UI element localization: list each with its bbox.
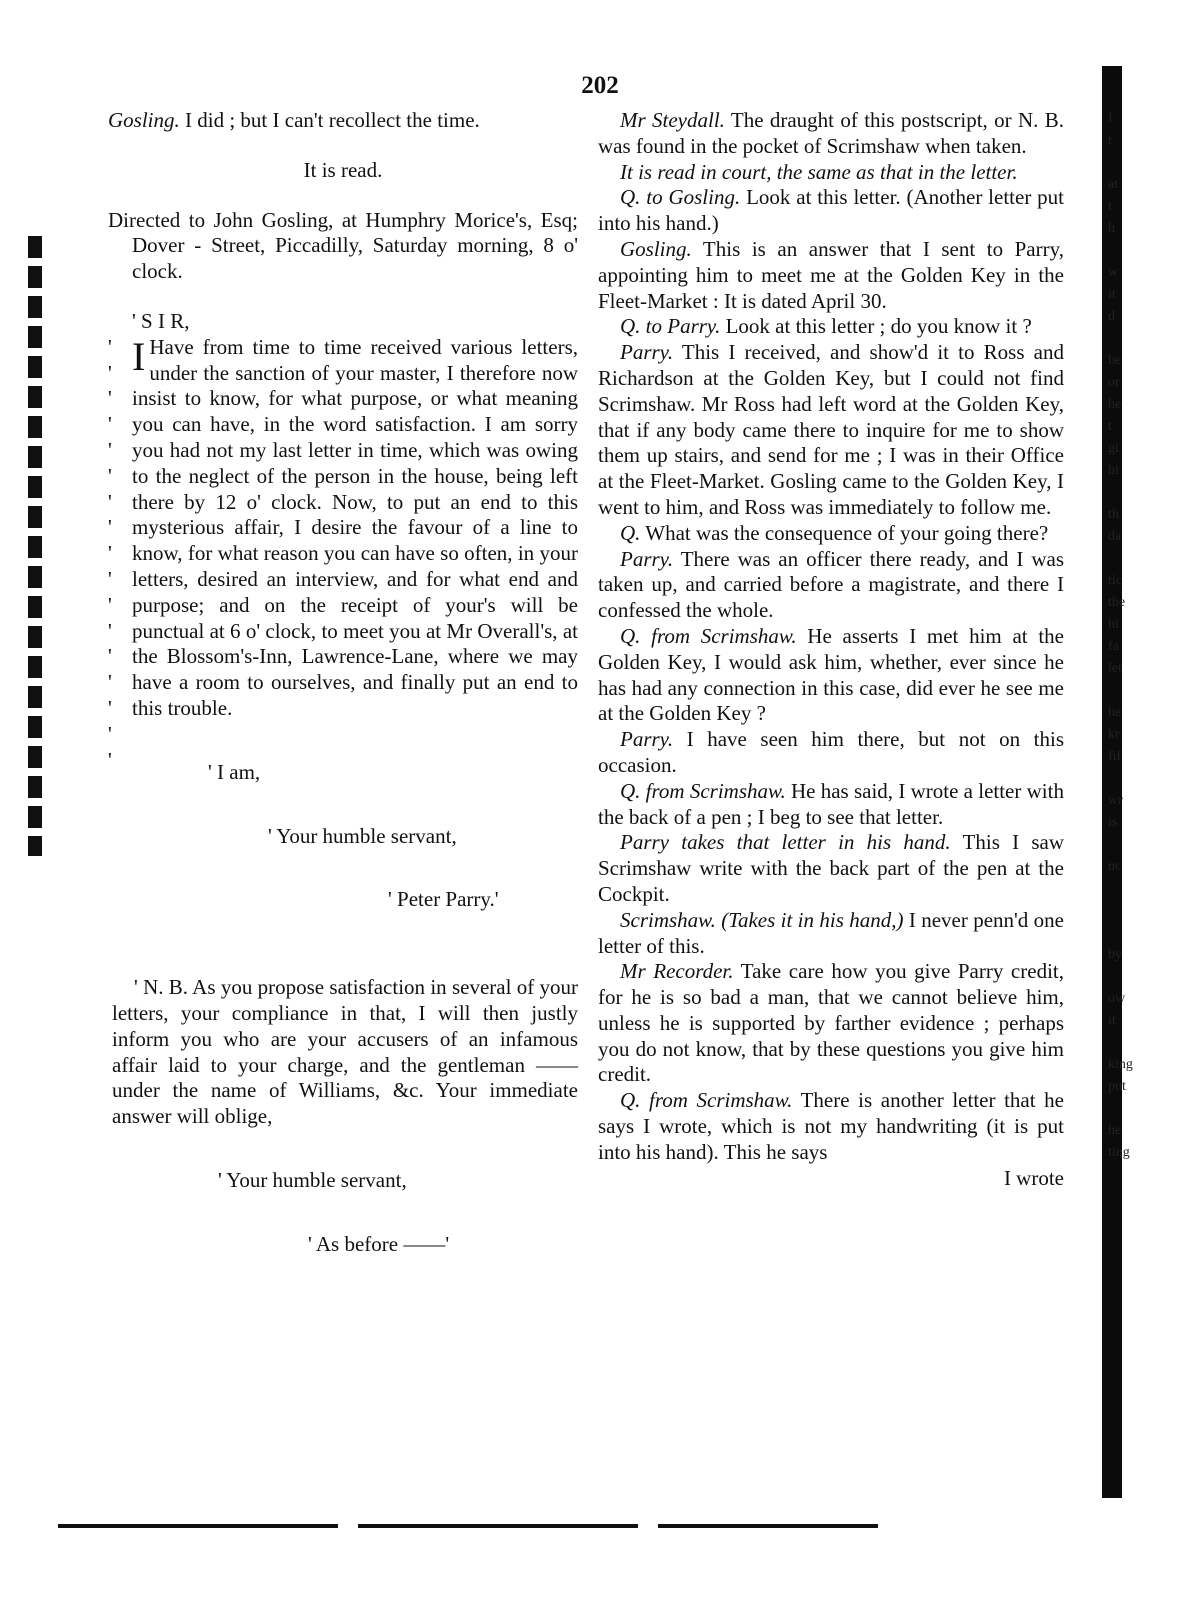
edge-fragment: [1108, 1032, 1148, 1054]
edge-fragment: it: [1108, 287, 1116, 302]
paragraph-text: Look at this letter ; do you know it ?: [720, 314, 1032, 339]
edge-fragment: t: [1108, 133, 1112, 148]
read-note: It is read.: [303, 157, 383, 182]
edge-fragment: t: [1108, 199, 1112, 214]
testimony-paragraph: [598, 830, 1064, 907]
testimony-paragraph: [598, 959, 1064, 1088]
edge-fragment: at: [1108, 177, 1119, 192]
paragraph-text: He asserts I met him at the Golden Key, I would ask him, whether, ever since he has had any connection in this case, did ever he see me at the Golden Key ?: [598, 623, 1064, 726]
edge-fragment: ow: [1108, 991, 1126, 1006]
testimony-paragraph: [598, 727, 1064, 779]
closing-i-am: ' I am,: [208, 759, 261, 784]
edge-fragment: kr: [1108, 727, 1120, 742]
testimony-paragraph: [598, 237, 1064, 314]
speaker-label: Mr Recorder.: [620, 959, 734, 984]
speaker-label: Parry.: [620, 340, 674, 365]
speaker-label: Q.: [620, 520, 641, 545]
edge-fragment: the: [1108, 595, 1126, 610]
speaker-label: Parry.: [620, 546, 674, 571]
edge-fragment: or: [1108, 375, 1120, 390]
edge-fragment: let: [1108, 661, 1122, 676]
edge-fragment: th: [1108, 507, 1119, 522]
edge-fragment: put: [1108, 1079, 1126, 1094]
testimony-paragraph: [598, 908, 1064, 960]
testimony-paragraph: [598, 521, 1064, 547]
letter-text: Have from time to time received various letters, under the sanction of your master, I therefore now insist to know, for what purpose, or what meaning you can have, in the word satisfaction. I am sorry you had not my last letter in time, which was owing to the neglect of the person in the house, being left there by 12 o' clock. Now, to put an end to this mysterious affair, I desire the favour of a line to know, for what reason you can have so often, in your letters, desired an interview, and for what end and purpose; and on the receipt of your's will be punctual at 6 o' clock, to meet you at Mr Overall's, at the Blossom's-Inn, Lawrence-Lane, where we may have a room to ourselves, and finally put an end to this trouble.: [132, 334, 578, 720]
edge-fragment: hi: [1108, 463, 1119, 478]
as-before: ' As before ——': [308, 1231, 450, 1256]
speaker-label: Q. from Scrimshaw.: [620, 623, 797, 648]
left-column: [108, 108, 578, 1258]
letter-body: [108, 333, 578, 772]
edge-fragment: [1108, 240, 1148, 262]
opening-line: [108, 108, 578, 134]
edge-fragment: he: [1108, 1123, 1122, 1138]
edge-fragment: is: [1108, 815, 1118, 830]
edge-fragment: [1108, 680, 1148, 702]
paragraph-text: There is another letter that he says I wrote, which is not my handwriting (it is put into his hand). This he says: [598, 1088, 1064, 1164]
bottom-rule: [58, 1524, 878, 1528]
edge-fragment: [1108, 900, 1148, 922]
signature: ' Peter Parry.': [388, 887, 499, 912]
paragraph-text: I have seen him there, but not on this occasion.: [598, 727, 1064, 777]
right-column: [598, 108, 1064, 1191]
closing-servant-2: ' Your humble servant,: [218, 1167, 407, 1192]
edge-fragment: [1108, 548, 1148, 570]
nb-postscript: ' N. B. As you propose satisfaction in several of your letters, your compliance in that, I will then justly inform you who are your accusers of an infamous affair laid to your charge, and the gentleman —— under the name of Williams, &c. Your immediate answer will oblige,: [112, 975, 578, 1129]
edge-fragment: da: [1108, 529, 1122, 544]
edge-fragment: [1108, 482, 1148, 504]
edge-fragment: h: [1108, 221, 1115, 236]
testimony-paragraph: [598, 624, 1064, 727]
paragraph-text: The draught of this postscript, or N. B. was found in the pocket of Scrimshaw when taken.: [598, 108, 1064, 158]
speaker-label: Parry.: [620, 727, 674, 752]
adjacent-page-fragments: [1108, 108, 1148, 1164]
edge-fragment: w: [1108, 265, 1119, 280]
testimony-paragraph: [598, 108, 1064, 160]
edge-fragment: [1108, 328, 1148, 350]
left-margin-marks: [28, 236, 42, 856]
speaker-label: Scrimshaw. (Takes it in his hand,): [620, 907, 904, 932]
opening-text: I did ; but I can't recollect the time.: [179, 108, 480, 132]
paragraph-text: He has said, I wrote a letter with the back of a pen ; I beg to see that letter.: [598, 778, 1064, 829]
paragraph-text: Look at this letter. (Another letter put into his hand.): [598, 185, 1064, 236]
closing-servant: ' Your humble servant,: [268, 823, 457, 848]
speaker-label: Q. to Gosling.: [620, 185, 741, 210]
speaker-gosling: Gosling.: [108, 108, 180, 132]
paragraph-text: This I saw Scrimshaw write with the back part of the pen at the Cockpit.: [598, 830, 1064, 906]
edge-fragment: he: [1108, 397, 1122, 412]
quote-marks: ' ' ' ' ' ' ' ' ' ' ' ' ' ' ' ' ': [108, 334, 112, 772]
edge-fragment: wr: [1108, 793, 1123, 808]
paragraph-text: I never penn'd one letter of this.: [598, 907, 1064, 958]
edge-fragment: hi: [1108, 617, 1119, 632]
edge-fragment: tic: [1108, 573, 1122, 588]
page-number: 202: [581, 72, 619, 99]
testimony-paragraph: [598, 547, 1064, 624]
drop-cap: I: [132, 333, 146, 379]
edge-fragment: [1108, 768, 1148, 790]
paragraph-text: This is an answer that I sent to Parry, appointing him to meet me at the Golden Key in the Fleet-Market : It is dated April 30.: [598, 236, 1064, 313]
speaker-label: Q. from Scrimshaw.: [620, 1088, 793, 1113]
edge-fragment: ting: [1108, 1145, 1130, 1160]
edge-fragment: [1108, 966, 1148, 988]
letter-salutation: ' S I R,: [132, 308, 190, 333]
testimony-paragraph: [598, 779, 1064, 831]
testimony-paragraph: [598, 1088, 1064, 1165]
edge-fragment: d: [1108, 309, 1115, 324]
edge-fragment: he: [1108, 705, 1122, 720]
paragraph-text: Take care how you give Parry credit, for he is so bad a man, that we cannot believe him, unless he is supported by farther evidence ; perhaps you do not know, that by these questions you give him credit.: [598, 959, 1064, 1087]
edge-fragment: gi: [1108, 441, 1119, 456]
edge-fragment: [1108, 1098, 1148, 1120]
edge-fragment: by: [1108, 947, 1122, 962]
edge-fragment: it: [1108, 1013, 1116, 1028]
speaker-label: Gosling.: [620, 236, 692, 261]
paragraph-text: It is read in court, the same as that in the letter.: [620, 159, 1018, 184]
speaker-label: Parry takes that letter in his hand.: [620, 830, 951, 855]
testimony-paragraph: [598, 340, 1064, 521]
testimony-paragraph: [598, 314, 1064, 340]
paragraph-text: This I received, and show'd it to Ross and Richardson at the Golden Key, but I could not find Scrimshaw. Mr Ross had left word at the Golden Key, that if any body came there to inquire for me to show them up stairs, and send for me ; I was in their Office at the Fleet-Market. Gosling came to the Golden Key, I went to him, and Ross was immediately to follow me.: [598, 340, 1064, 519]
edge-fragment: king: [1108, 1057, 1133, 1072]
edge-fragment: be: [1108, 353, 1122, 368]
speaker-label: Q. from Scrimshaw.: [620, 778, 786, 803]
paragraph-text: There was an officer there ready, and I was taken up, and carried before a magistrate, and there I confessed the whole.: [598, 546, 1064, 623]
testimony-paragraphs: [598, 108, 1064, 1166]
paragraph-text: What was the consequence of your going there?: [640, 520, 1049, 545]
edge-fragment: [1108, 922, 1148, 944]
speaker-label: Q. to Parry.: [620, 314, 721, 339]
testimony-paragraph: [598, 160, 1064, 186]
letter-direction: Directed to John Gosling, at Humphry Morice's, Esq; Dover - Street, Piccadilly, Saturday morning, 8 o' clock.: [108, 207, 578, 284]
edge-fragment: fif: [1108, 749, 1122, 764]
edge-fragment: t: [1108, 419, 1112, 434]
edge-fragment: I: [1108, 111, 1113, 126]
edge-fragment: [1108, 152, 1148, 174]
edge-fragment: [1108, 834, 1148, 856]
catchword: I wrote: [1003, 1165, 1064, 1190]
edge-fragment: nc: [1108, 859, 1122, 874]
speaker-label: Mr Steydall.: [620, 108, 725, 132]
edge-fragment: [1108, 878, 1148, 900]
testimony-paragraph: [598, 185, 1064, 237]
edge-fragment: fa: [1108, 639, 1119, 654]
